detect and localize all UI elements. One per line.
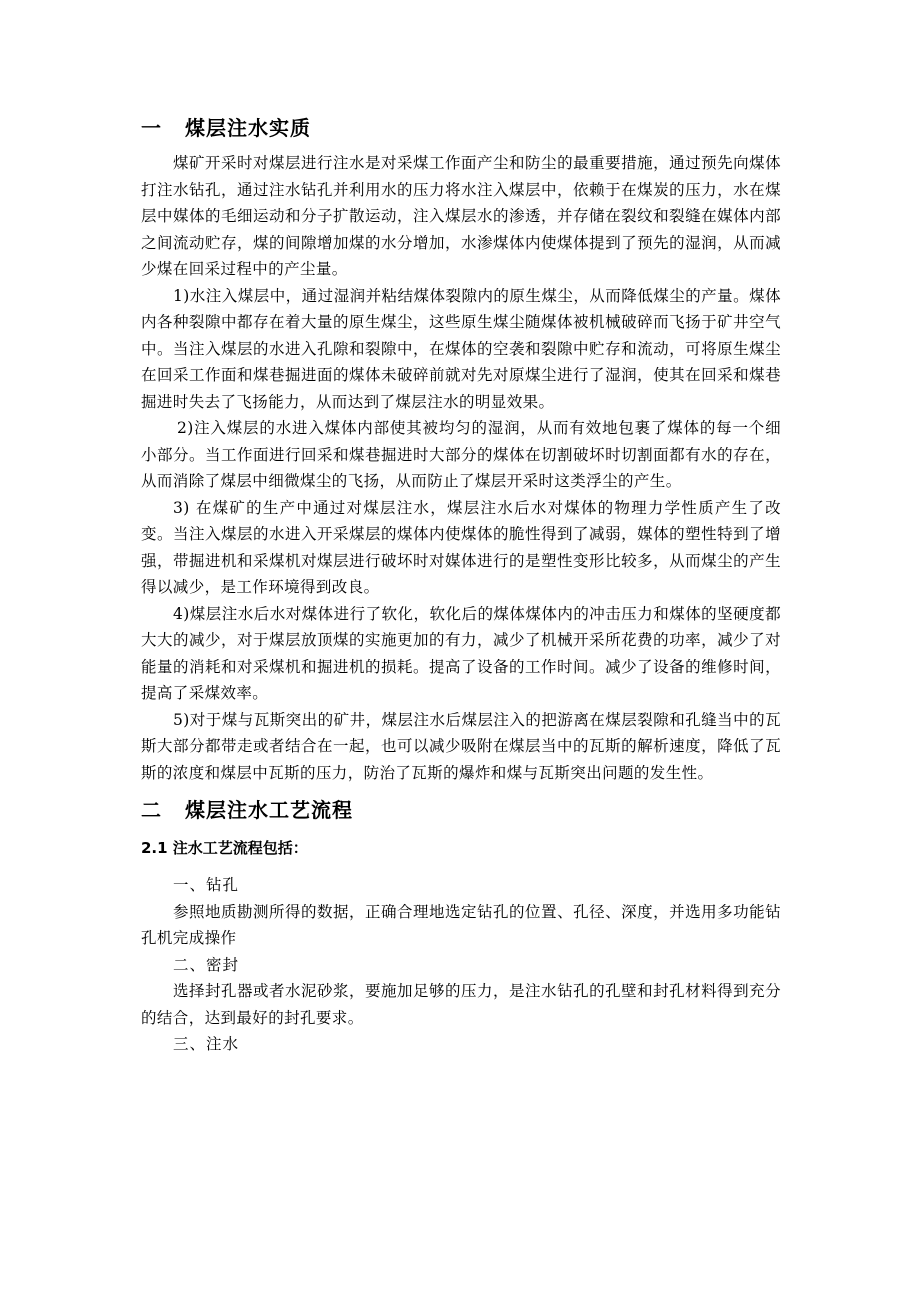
step-2-title: 二、密封 — [173, 955, 240, 974]
section-2-heading — [141, 796, 781, 824]
document-page — [141, 108, 781, 1058]
section-1-point-2: 2)注入煤层的水进入煤体内部使其被均匀的湿润，从而有效地包裹了煤体的每一个细小部分。当工作面进行回采和煤巷掘进时大部分的煤体在切割破坏时切割面都有水的存在，从而消除了煤层中细微煤尘的飞扬，从而防止了煤层开采时这类浮尘的产生。 — [141, 419, 781, 490]
section-1-number: 一 — [141, 116, 162, 140]
section-1-intro: 煤矿开采时对煤层进行注水是对采煤工作面产尘和防尘的最重要措施，通过预先向煤体打注水钻孔，通过注水钻孔并利用水的压力将水注入煤层中，依赖于在煤炭的压力，水在煤层中媒体的毛细运动和分子扩散运动，注入煤层水的渗透，并存储在裂纹和裂缝在媒体内部之间流动贮存，煤的间隙增加煤的水分增加，水渗煤体内使煤体提到了预先的湿润，从而减少煤在回采过程中的产尘量。 — [141, 154, 781, 278]
step-1-text: 参照地质勘测所得的数据，正确合理地选定钻孔的位置、孔径、深度，并选用多功能钻孔机完成操作 — [141, 902, 781, 947]
section-1-title: 煤层注水实质 — [185, 116, 311, 140]
section-1-point-1: 1)水注入煤层中，通过湿润并粘结煤体裂隙内的原生煤尘，从而降低煤尘的产量。煤体内各种裂隙中都存在着大量的原生煤尘，这些原生煤尘随煤体被机械破碎而飞扬于矿井空气中。当注入煤层的水进入孔隙和裂隙中，在煤体的空袭和裂隙中贮存和流动，可将原生煤尘在回采工作面和煤巷掘进面的煤体未破碎前就对先对原煤尘进行了湿润，使其在回采和煤巷掘进时失去了飞扬能力，从而达到了煤层注水的明显效果。 — [141, 286, 781, 411]
step-2-text: 选择封孔器或者水泥砂浆，要施加足够的压力，是注水钻孔的孔壁和封孔材料得到充分的结合，达到最好的封孔要求。 — [141, 982, 781, 1027]
step-1-title: 一、钻孔 — [173, 876, 240, 894]
section-2-number: 二 — [141, 798, 162, 822]
section-2-subheading: 2.1 注水工艺流程包括： — [141, 839, 308, 857]
section-1-point-4: 4)煤层注水后水对煤体进行了软化，软化后的煤体煤体内的冲击压力和煤体的坚硬度都大大的减少，对于煤层放顶煤的实施更加的有力，减少了机械开采所花费的功率，减少了对能量的消耗和对采煤机和掘进机的损耗。提高了设备的工作时间。减少了设备的维修时间，提高了采煤效率。 — [141, 604, 781, 702]
section-1-point-3: 3) 在煤矿的生产中通过对煤层注水，煤层注水后水对煤体的物理力学性质产生了改变。当注入煤层的水进入开采煤层的煤体内使煤体的脆性得到了减弱，媒体的塑性特到了增强，带掘进机和采煤机对煤层进行破坏时对媒体进行的是塑性变形比较多，从而煤尘的产生得以减少，是工作环境得到改良。 — [141, 498, 781, 596]
section-1-point-5: 5)对于煤与瓦斯突出的矿井，煤层注水后煤层注入的把游离在煤层裂隙和孔缝当中的瓦斯大部分都带走或者结合在一起，也可以减少吸附在煤层当中的瓦斯的解析速度，降低了瓦斯的浓度和煤层中瓦斯的压力，防治了瓦斯的爆炸和煤与瓦斯突出问题的发生性。 — [141, 710, 781, 782]
step-3-title: 三、注水 — [173, 1035, 240, 1053]
section-2-title: 煤层注水工艺流程 — [185, 798, 353, 822]
section-1-heading — [141, 114, 781, 142]
